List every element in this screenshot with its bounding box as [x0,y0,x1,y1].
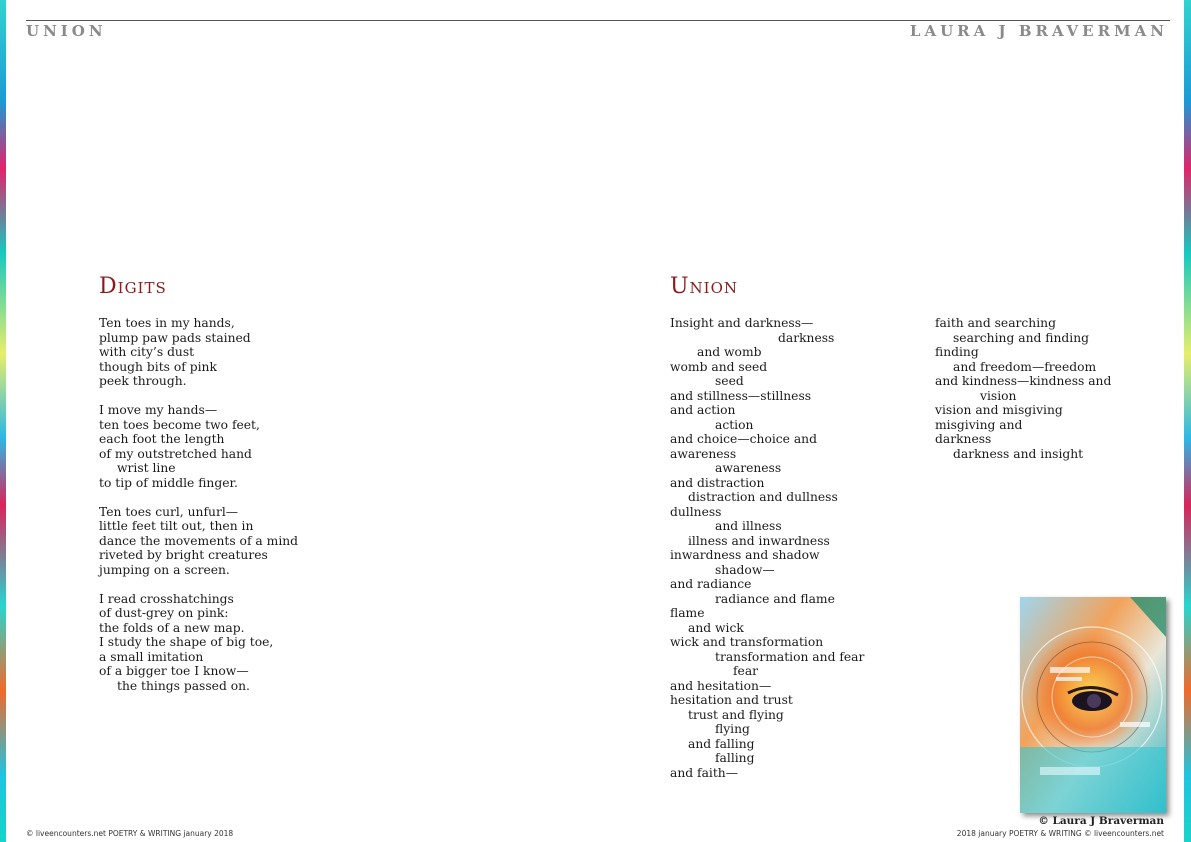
poem-line: jumping on a screen. [99,562,230,577]
poem-line: and radiance [670,577,752,591]
header-rule [26,20,1170,21]
poem-line: a small imitation [99,649,204,664]
poem-line: darkness and insight [953,446,1084,461]
poem-title-digits: Digits [99,274,167,299]
poem-title-union: Union [670,274,739,299]
poem-line: of a bigger toe I know— [99,664,249,678]
poem-line: awareness [715,461,782,475]
poem-line: flying [715,722,750,736]
poem-line: and faith— [670,765,739,780]
poem-line: inwardness and shadow [670,548,820,562]
poem-line: seed [715,374,744,388]
stanza-break [99,490,298,505]
poem-line: to tip of middle finger. [99,475,238,490]
poem-line: of my outstretched hand [99,446,252,461]
poem-line: fear [733,664,759,678]
footer-right: 2018 january POETRY & WRITING © liveencounters.net [956,829,1164,838]
poem-line: riveted by bright creatures [99,548,268,562]
poem-line: Insight and darkness— [670,316,814,330]
magazine-page [6,0,1184,842]
poem-line: faith and searching [935,316,1056,330]
poem-line: transformation and fear [715,649,865,664]
poem-line: hesitation and trust [670,693,793,707]
poem-line: I read crosshatchings [99,591,234,606]
stanza-break [99,577,298,592]
poem-line: and illness [715,519,782,533]
poem-line: awareness [670,446,737,461]
poem-line: ten toes become two feet, [99,417,260,432]
poem-line: and choice—choice and [670,432,817,446]
poem-line: womb and seed [670,359,768,374]
poem-union-column-1 [670,316,864,780]
poem-line: little feet tilt out, then in [99,519,254,533]
poem-line: plump paw pads stained [99,330,251,345]
poem-line: falling [715,751,755,765]
stanza-break [99,389,298,404]
poem-line: radiance and flame [715,591,835,606]
poem-line: the things passed on. [117,678,250,693]
poem-line: and freedom—freedom [953,359,1097,374]
poem-line: illness and inwardness [688,533,830,548]
poem-line: wick and transformation [670,635,824,649]
poem-line: and stillness—stillness [670,388,812,403]
poem-line: of dust-grey on pink: [99,606,229,620]
poem-line: dance the movements of a mind [99,533,299,548]
poem-line: Ten toes in my hands, [99,316,235,330]
poem-line: finding [935,345,979,359]
poem-line: darkness [778,330,835,345]
poem-line: I move my hands— [99,403,218,417]
poem-line: and falling [688,736,755,751]
section-header: UNION [26,22,107,40]
poem-line: with city’s dust [99,345,195,359]
portrait-artwork-image [1020,597,1166,813]
poem-digits-body [99,316,298,693]
poem-line: misgiving and [935,417,1023,432]
poem-line: though bits of pink [99,359,217,374]
author-header: LAURA J BRAVERMAN [909,22,1168,40]
poem-line: and wick [688,620,744,635]
artwork-credit: © Laura J Braverman [1038,815,1164,827]
poem-line: and womb [697,345,762,359]
poem-line: flame [670,606,705,620]
footer-left: © liveencounters.net POETRY & WRITING january 2018 [26,829,234,838]
poem-line: and action [670,403,736,417]
poem-union-column-2 [935,316,1111,461]
poem-line: wrist line [117,461,176,475]
poem-line: I study the shape of big toe, [99,635,274,649]
poem-line: each foot the length [99,432,225,446]
poem-line: trust and flying [688,707,784,722]
poem-line: and hesitation— [670,678,772,693]
poem-line: darkness [935,432,992,446]
poem-line: dullness [670,504,722,519]
poem-line: shadow— [715,562,775,577]
poem-line: the folds of a new map. [99,620,245,635]
poem-line: peek through. [99,374,187,388]
poem-line: action [715,417,754,432]
poem-line: vision [980,388,1017,403]
poem-line: and kindness—kindness and [935,374,1112,388]
poem-line: distraction and dullness [688,490,838,504]
poem-line: searching and finding [953,330,1089,345]
poem-line: Ten toes curl, unfurl— [99,504,239,519]
poem-line: vision and misgiving [935,403,1063,417]
poem-line: and distraction [670,475,765,490]
portrait-artwork-icon [1020,597,1166,813]
